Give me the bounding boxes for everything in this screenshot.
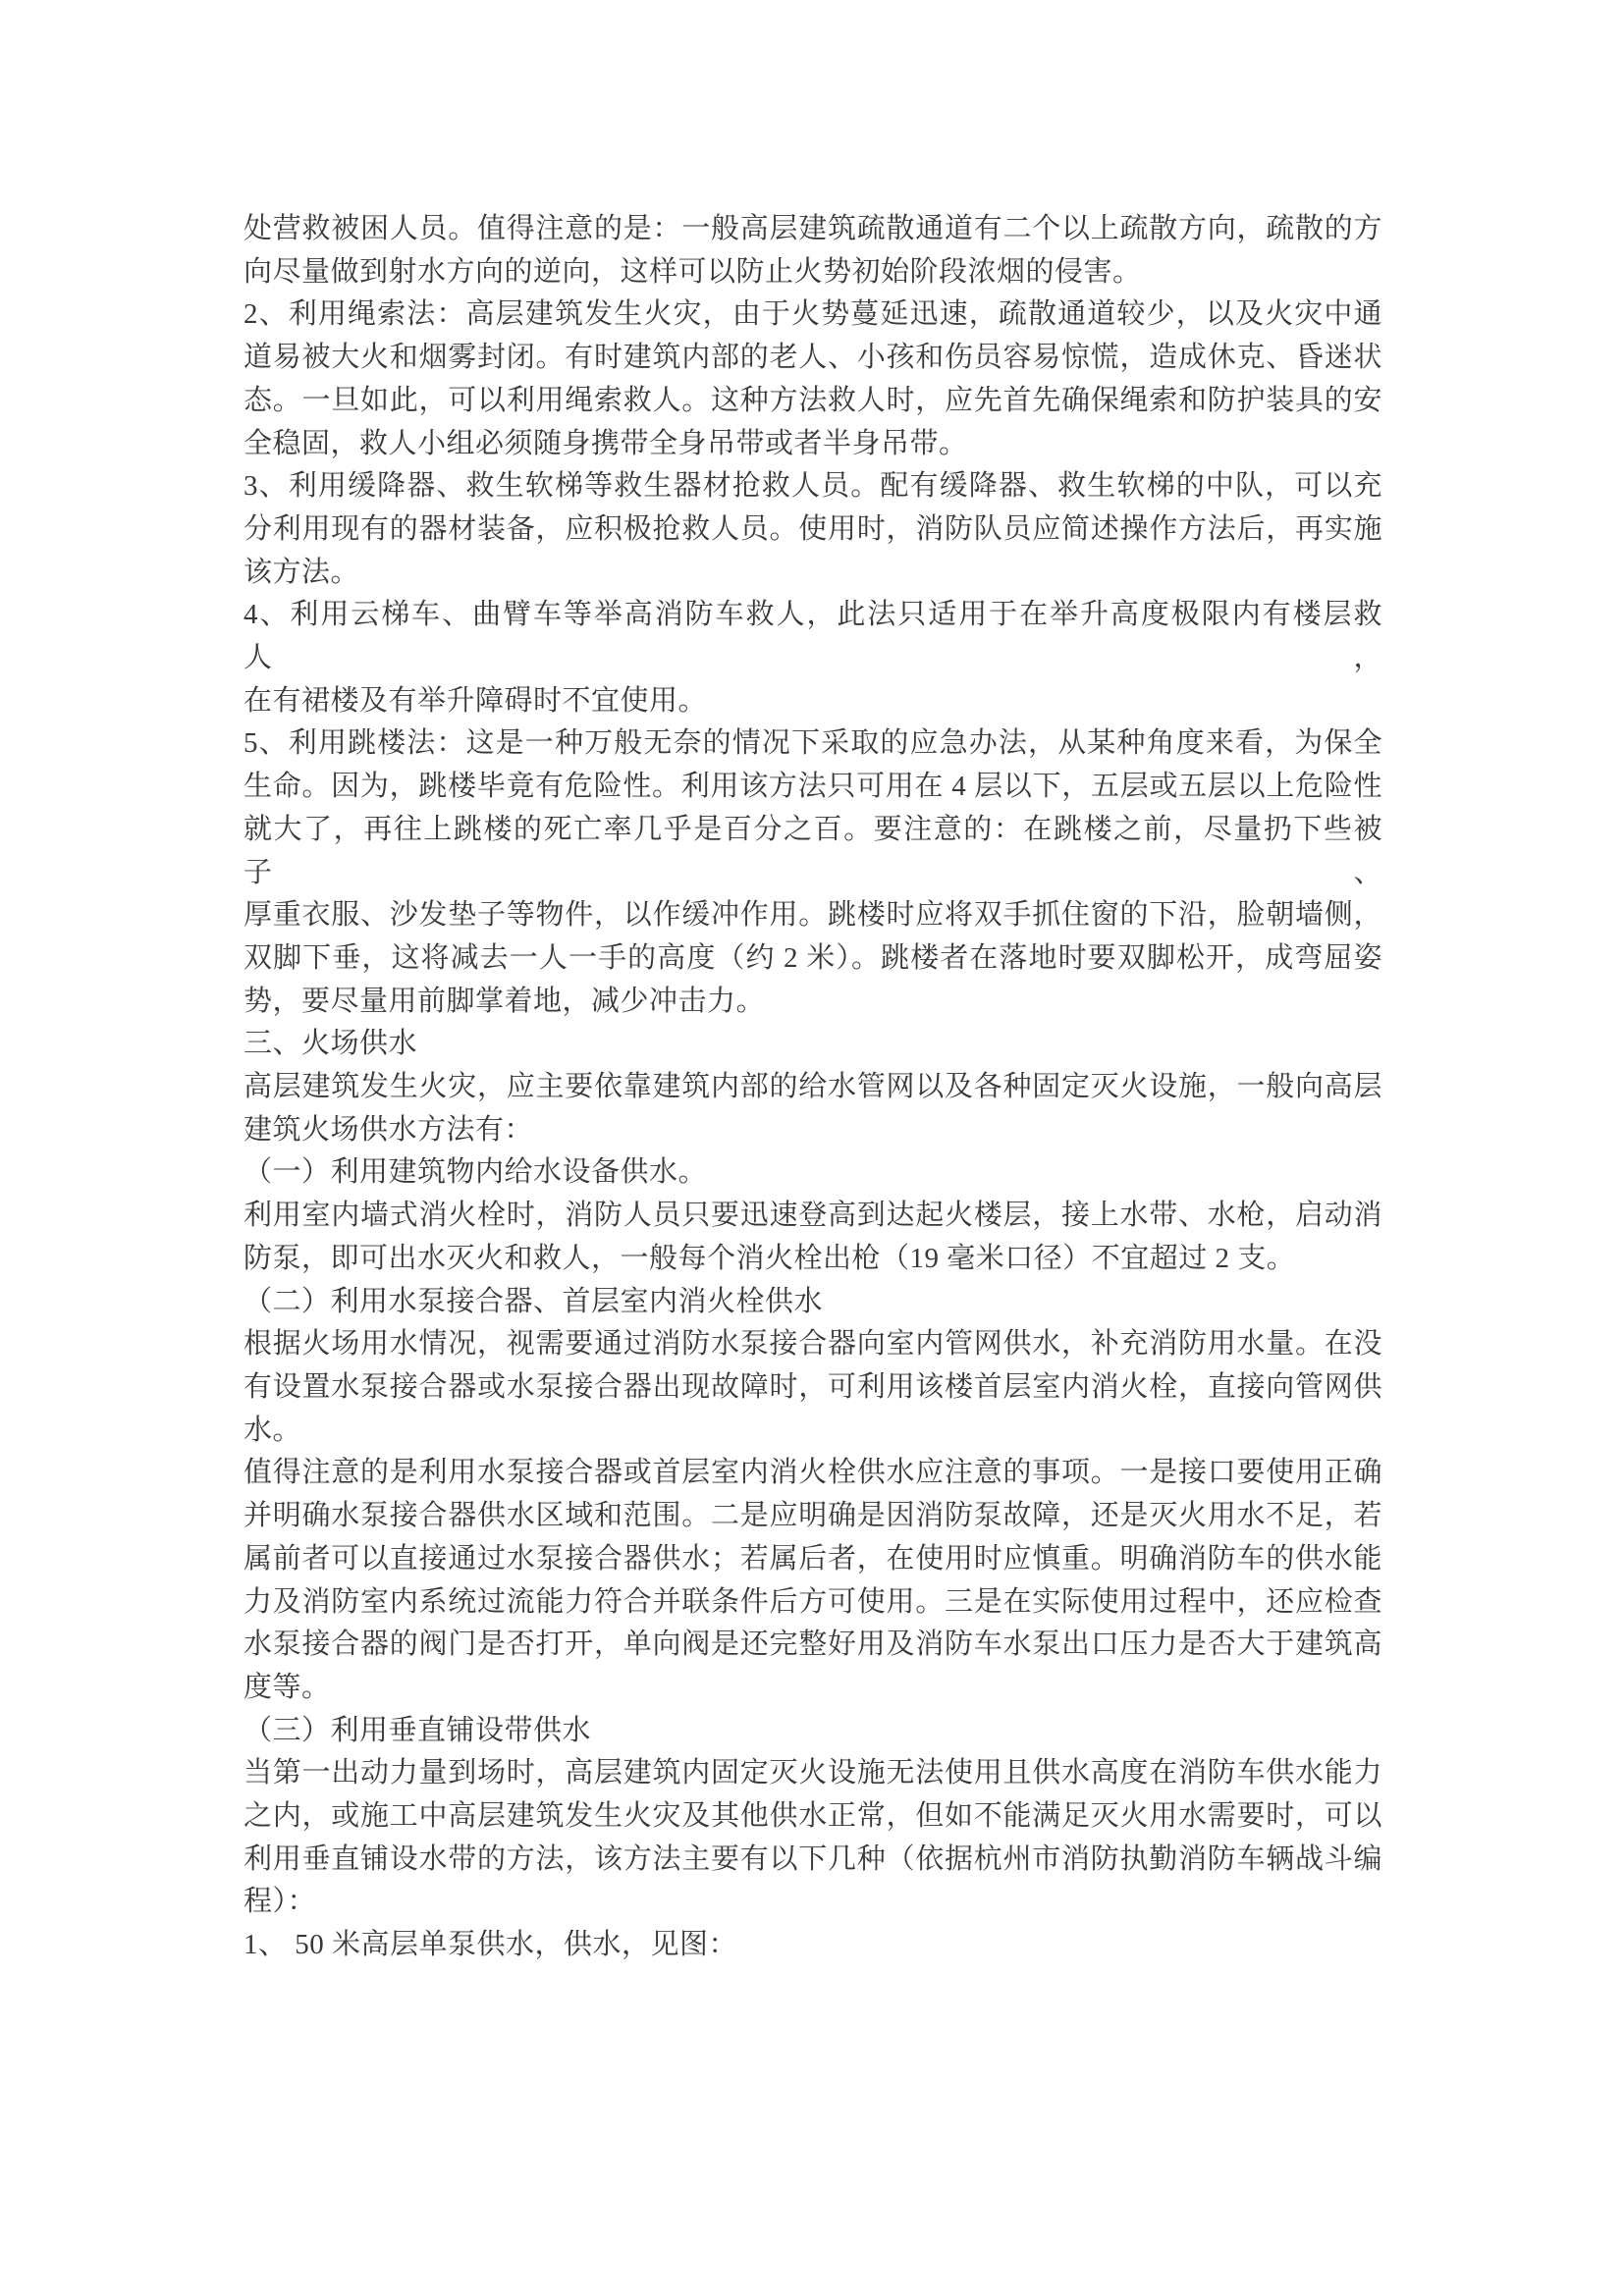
text-line: 建筑火场供水方法有：	[244, 1113, 534, 1146]
text-line: 1、 50 米高层单泵供水，供水，见图：	[244, 1929, 738, 1961]
text-line: 利用垂直铺设水带的方法，该方法主要有以下几种（依据杭州市消防执勤消防车辆战斗编	[244, 1842, 1382, 1875]
text-line: 态。一旦如此，可以利用绳索救人。这种方法救人时，应先首先确保绳索和防护装具的安	[244, 384, 1382, 416]
text-line: 力及消防室内系统过流能力符合并联条件后方可使用。三是在实际使用过程中，还应检查	[244, 1585, 1382, 1618]
text-line: 程）：	[244, 1886, 317, 1918]
text-line: 有设置水泵接合器或水泵接合器出现故障时，可利用该楼首层室内消火栓，直接向管网供	[244, 1370, 1382, 1403]
text-line: 5、利用跳楼法：这是一种万般无奈的情况下采取的应急办法，从某种角度来看，为保全	[244, 727, 1382, 760]
text-line: 度等。	[244, 1671, 331, 1703]
document-text	[244, 208, 1382, 1967]
text-line: 处营救被困人员。值得注意的是：一般高层建筑疏散通道有二个以上疏散方向，疏散的方	[244, 213, 1382, 244]
text-line: 3、利用缓降器、救生软梯等救生器材抢救人员。配有缓降器、救生软梯的中队，可以充	[244, 470, 1382, 503]
text-line: 生命。因为，跳楼毕竟有危险性。利用该方法只可用在 4 层以下，五层或五层以上危险性	[244, 771, 1382, 803]
text-line: 厚重衣服、沙发垫子等物件，以作缓冲作用。跳楼时应将双手抓住窗的下沿，脸朝墙侧，	[244, 899, 1382, 932]
text-line: 在有裙楼及有举升障碍时不宜使用。	[244, 684, 708, 717]
text-line: 高层建筑发生火灾，应主要依靠建筑内部的给水管网以及各种固定灭火设施，一般向高层	[244, 1071, 1382, 1103]
text-line: 利用室内墙式消火栓时，消防人员只要迅速登高到达起火楼层，接上水带、水枪，启动消	[244, 1200, 1382, 1232]
text-line: 根据火场用水情况，视需要通过消防水泵接合器向室内管网供水，补充消防用水量。在没	[244, 1328, 1382, 1361]
text-line: 该方法。	[244, 556, 360, 588]
text-line: 势，要尽量用前脚掌着地，减少冲击力。	[244, 985, 766, 1017]
text-line: 之内，或施工中高层建筑发生火灾及其他供水正常，但如不能满足灭火用水需要时，可以	[244, 1800, 1382, 1833]
text-line: （二）利用水泵接合器、首层室内消火栓供水	[244, 1285, 824, 1317]
text-line: 向尽量做到射水方向的逆向，这样可以防止火势初始阶段浓烟的侵害。	[244, 255, 1142, 288]
text-line: 道易被大火和烟雾封闭。有时建筑内部的老人、小孩和伤员容易惊慌，造成休克、昏迷状	[244, 342, 1382, 374]
text-line: 水泵接合器的阀门是否打开，单向阀是还完整好用及消防车水泵出口压力是否大于建筑高	[244, 1629, 1382, 1661]
text-line: 就大了，再往上跳楼的死亡率几乎是百分之百。要注意的：在跳楼之前，尽量扔下些被子、	[244, 813, 1382, 888]
text-line: 2、利用绳索法：高层建筑发生火灾，由于火势蔓延迅速，疏散通道较少，以及火灾中通	[244, 298, 1382, 331]
text-line: 双脚下垂，这将减去一人一手的高度（约 2 米）。跳楼者在落地时要双脚松开，成弯屈姿	[244, 941, 1382, 974]
text-line: 当第一出动力量到场时，高层建筑内固定灭火设施无法使用且供水高度在消防车供水能力	[244, 1757, 1382, 1789]
text-line: 防泵，即可出水灭火和救人，一般每个消火栓出枪（19 毫米口径）不宜超过 2 支。	[244, 1242, 1296, 1274]
text-line: （一）利用建筑物内给水设备供水。	[244, 1156, 708, 1189]
text-line: 值得注意的是利用水泵接合器或首层室内消火栓供水应注意的事项。一是接口要使用正确	[244, 1457, 1382, 1489]
text-line: 全稳固，救人小组必须随身携带全身吊带或者半身吊带。	[244, 427, 968, 459]
text-line: 水。	[244, 1414, 302, 1446]
text-line: 4、利用云梯车、曲臂车等举高消防车救人，此法只适用于在举升高度极限内有楼层救人，	[244, 599, 1382, 674]
text-line: 属前者可以直接通过水泵接合器供水；若属后者，在使用时应慎重。明确消防车的供水能	[244, 1542, 1382, 1575]
text-line: 分利用现有的器材装备，应积极抢救人员。使用时，消防队员应简述操作方法后，再实施	[244, 512, 1382, 545]
text-line: 并明确水泵接合器供水区域和范围。二是应明确是因消防泵故障，还是灭火用水不足，若	[244, 1500, 1382, 1532]
text-line: （三）利用垂直铺设带供水	[244, 1714, 592, 1746]
text-line: 三、火场供水	[244, 1028, 418, 1060]
